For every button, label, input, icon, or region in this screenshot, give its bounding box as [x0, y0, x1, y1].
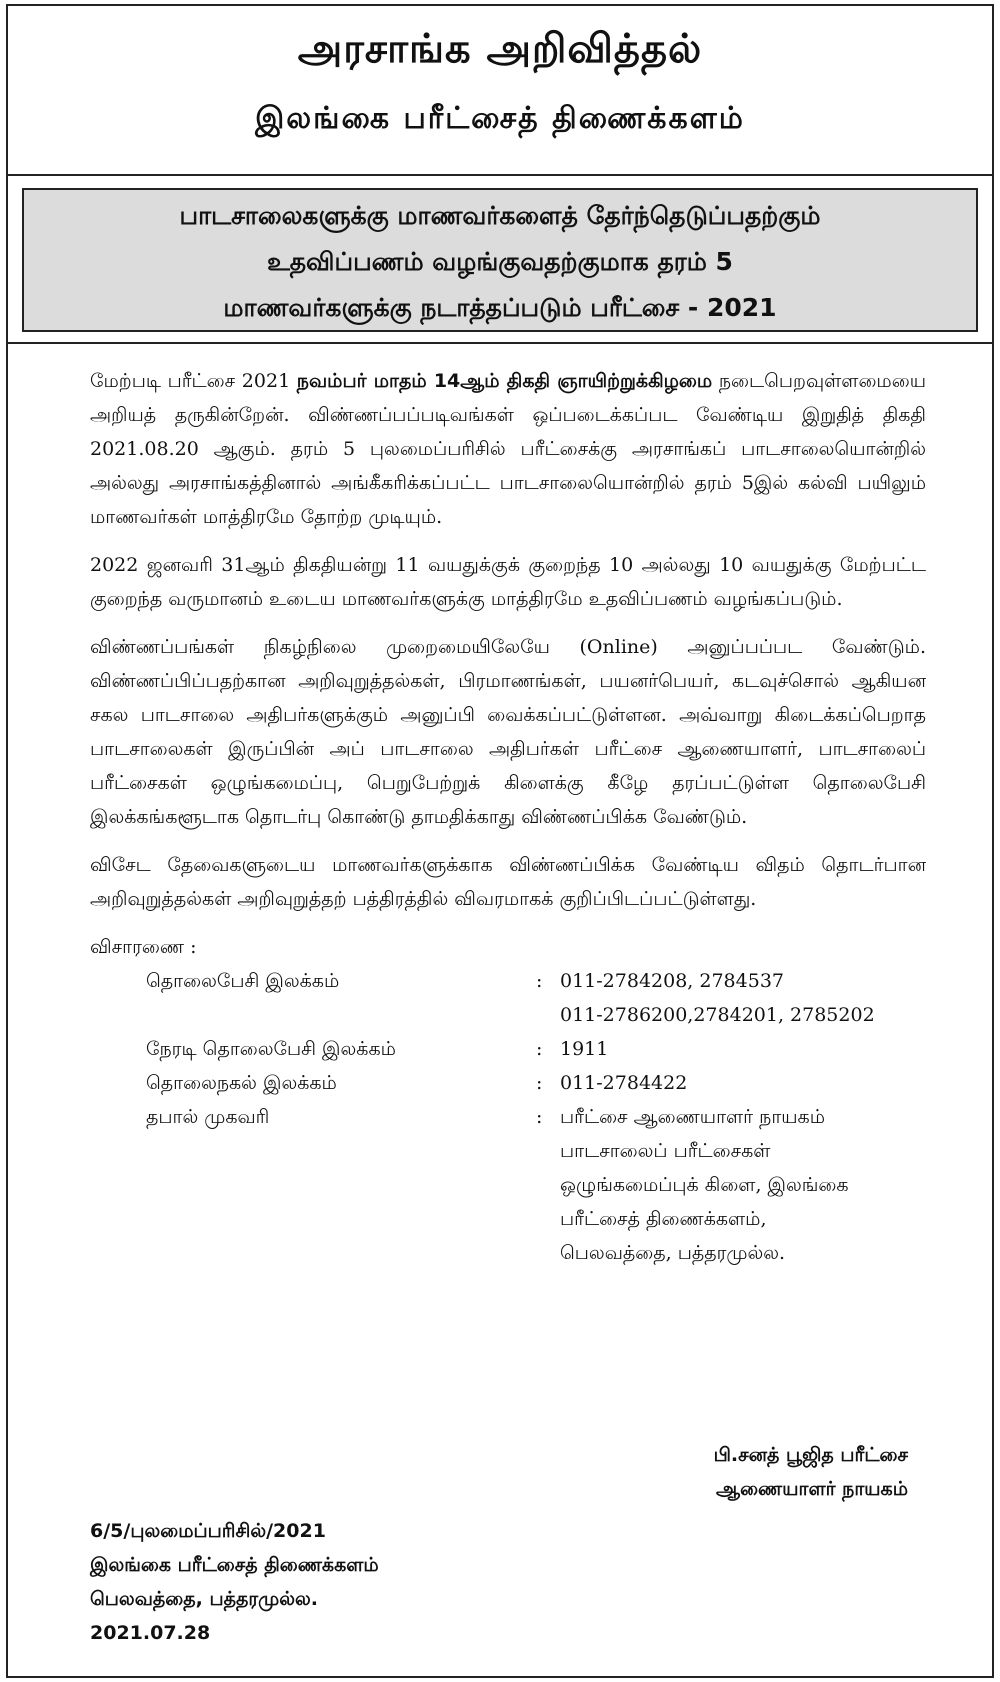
colon: : [536, 970, 543, 992]
postal-address [560, 1100, 928, 1270]
paragraph-special-needs: விசேட தேவைகளுடைய மாணவர்களுக்காக விண்ணப்பிக்க வேண்டிய விதம் தொடர்பான அறிவுறுத்தல்கள் அறிவுறுத்தற் பத்திரத்தில் விவரமாகக் குறிப்பிடப்பட்டுள்ளது. [90, 854, 926, 910]
reference-place: பெலவத்தை, பத்தரமுல்ல. [90, 1588, 319, 1610]
notice-title: அரசாங்க அறிவித்தல் [297, 26, 703, 72]
notice-body [90, 364, 926, 1264]
address-line: பரீட்சைத் திணைக்களம், [560, 1208, 767, 1230]
colon: : [536, 1038, 543, 1060]
subject-box [22, 188, 978, 332]
notice-frame [6, 4, 994, 1678]
colon: : [536, 1072, 543, 1094]
enquiry-row-address [90, 1100, 926, 1264]
signature-block [714, 1438, 908, 1506]
paragraph-text: நடைபெறவுள்ளமையை அறியத் தருகின்றேன். விண்ணப்பப்படிவங்கள் ஒப்படைக்கப்பட வேண்டிய இறுதித் திகதி 2021.08.20 ஆகும். தரம் 5 புலமைப்பரிசில் பரீட்சைக்கு அரசாங்கப் பாடசாலையொன்றில் அல்லது அரசாங்கத்தினால் அங்கீகரிக்கப்பட்ட பாடசாலையொன்றில் தரம் 5இல் கல்வி பயிலும் மாணவர்கள் மாத்திரமே தோற்ற முடியும். [90, 370, 926, 528]
enquiry-row-hotline [90, 1032, 926, 1066]
subject-line: உதவிப்பணம் வழங்குவதற்குமாக தரம் 5 [267, 247, 733, 276]
subject-line: மாணவர்களுக்கு நடாத்தப்படும் பரீட்சை - 2021 [223, 293, 777, 322]
enquiry-row-phone [90, 964, 926, 998]
hotline-label: நேரடி தொலைபேசி இலக்கம் [146, 1038, 396, 1060]
address-line: பரீட்சை ஆணையாளர் நாயகம் [560, 1106, 825, 1128]
fax-label: தொலைநகல் இலக்கம் [146, 1072, 337, 1094]
divider [8, 342, 992, 344]
address-line: பாடசாலைப் பரீட்சைகள் [560, 1140, 771, 1162]
reference-date: 2021.07.28 [90, 1622, 211, 1644]
reference-department: இலங்கை பரீட்சைத் திணைக்களம் [90, 1554, 379, 1576]
paragraph-online-application: விண்ணப்பங்கள் நிகழ்நிலை முறைமையிலேயே (Online) அனுப்பப்பட வேண்டும். விண்ணப்பிப்பதற்கான அறிவுறுத்தல்கள், பிரமாணங்கள், பயனர்பெயர், கடவுச்சொல் ஆகியன சகல பாடசாலை அதிபர்களுக்கும் அனுப்பி வைக்கப்பட்டுள்ளன. அவ்வாறு கிடைக்கப்பெறாத பாடசாலைகள் இருப்பின் அப் பாடசாலை அதிபர்கள் பரீட்சை ஆணையாளர், பாடசாலைப் பரீட்சைகள் ஒழுங்கமைப்பு, பெறுபேற்றுக் கிளைக்கு கீழே தரப்பட்டுள்ள தொலைபேசி இலக்கங்களூடாக தொடர்பு கொண்டு தாமதிக்காது விண்ணப்பிக்க வேண்டும். [90, 636, 926, 828]
enquiry-row-fax [90, 1066, 926, 1100]
department-name: இலங்கை பரீட்சைத் திணைக்களம் [255, 101, 745, 136]
notice-header [8, 6, 992, 176]
colon: : [536, 1106, 543, 1128]
hotline-value: 1911 [560, 1038, 609, 1060]
enquiry-row-phone-2 [90, 998, 926, 1032]
reference-number: 6/5/புலமைப்பரிசில்/2021 [90, 1520, 326, 1542]
fax-value: 011-2784422 [560, 1072, 688, 1094]
exam-date-highlight: நவம்பர் மாதம் 14ஆம் திகதி ஞாயிற்றுக்கிழமை [296, 370, 713, 392]
phone-value: 011-2786200,2784201, 2785202 [560, 1004, 875, 1026]
address-line: ஒழுங்கமைப்புக் கிளை, இலங்கை [560, 1174, 849, 1196]
paragraph-text: மேற்படி பரீட்சை 2021 [90, 370, 297, 392]
phone-label: தொலைபேசி இலக்கம் [146, 970, 340, 992]
enquiries-label: விசாரணை : [90, 936, 197, 958]
phone-value: 011-2784208, 2784537 [560, 970, 785, 992]
signatory-name: பி.சனத் பூஜித பரீட்சை [713, 1444, 908, 1466]
reference-block [90, 1514, 379, 1650]
paragraph-exam-date [90, 364, 926, 534]
address-label: தபால் முகவரி [146, 1106, 270, 1128]
signatory-title: ஆணையாளர் நாயகம் [716, 1478, 908, 1500]
subject-line: பாடசாலைகளுக்கு மாணவர்களைத் தேர்ந்தெடுப்பதற்கும் [179, 201, 821, 230]
paragraph-eligibility: 2022 ஜனவரி 31ஆம் திகதியன்று 11 வயதுக்குக் குறைந்த 10 அல்லது 10 வயதுக்கு மேற்பட்ட குறைந்த வருமானம் உடைய மாணவர்களுக்கு மாத்திரமே உதவிப்பணம் வழங்கப்படும். [90, 554, 926, 610]
address-line: பெலவத்தை, பத்தரமுல்ல. [560, 1242, 786, 1264]
